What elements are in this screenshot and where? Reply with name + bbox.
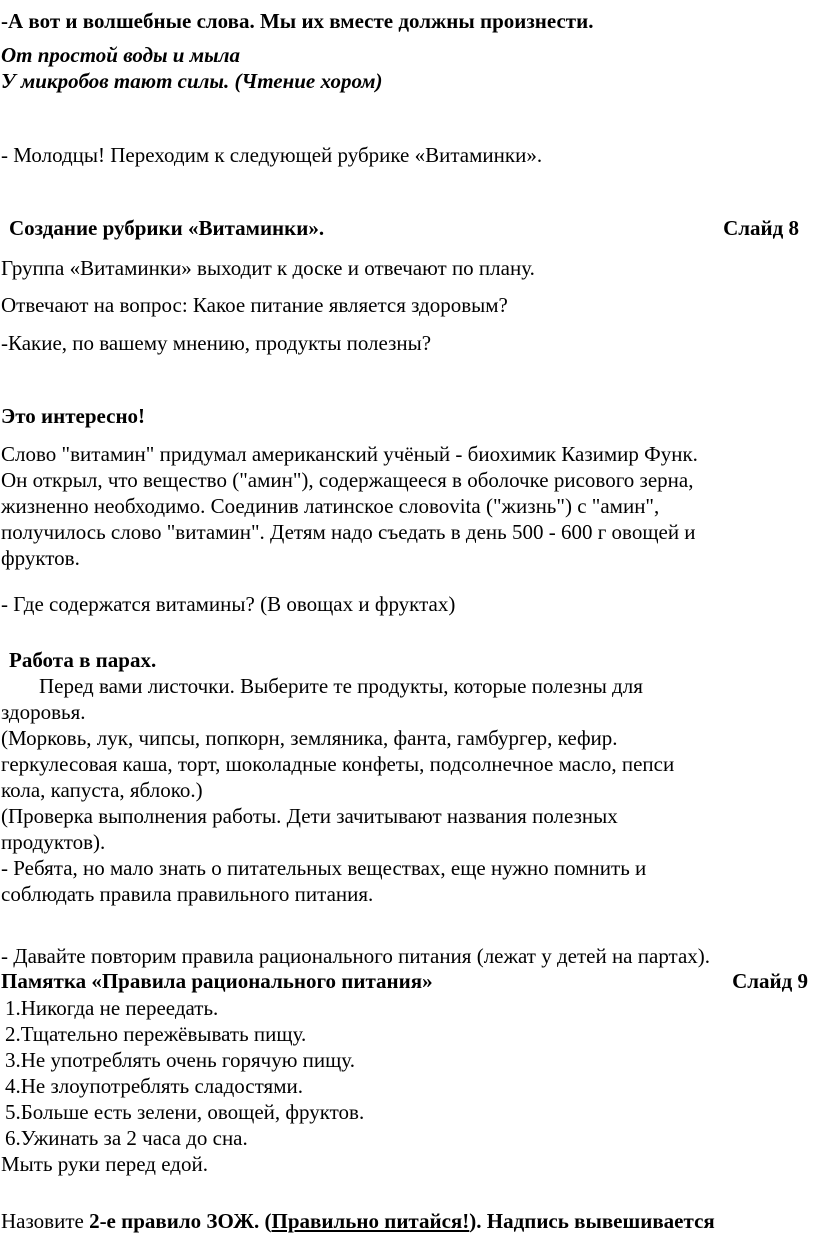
vitamin-paragraph: [1, 441, 806, 571]
rule-item: 6.Ужинать за 2 часа до сна.: [5, 1126, 248, 1150]
product-list-line: (Морковь, лук, чипсы, попкорн, земляника, фанта, гамбургер, кефир.: [1, 726, 618, 750]
zozh-rule-slogan: Правильно питайся!: [271, 1209, 470, 1233]
vitaminki-heading: Создание рубрики «Витаминки».: [9, 216, 325, 240]
rule-item: 1.Никогда не переедать.: [5, 996, 219, 1020]
check-line: (Проверка выполнения работы. Дети зачитывают названия полезных: [1, 804, 618, 828]
rhyme-line-2: У микробов тают силы. (Чтение хором): [1, 69, 383, 93]
where-vitamins-line: - Где содержатся витамины? (В овощах и фруктах): [1, 592, 456, 616]
interesting-heading: Это интересно!: [1, 404, 146, 428]
group-line: Группа «Витаминки» выходит к доске и отвечают по плану.: [1, 256, 535, 280]
rule-item: 4.Не злоупотреблять сладостями.: [5, 1074, 303, 1098]
check-line: продуктов).: [1, 830, 106, 854]
memo-heading-row: [1, 969, 808, 994]
vitamin-paragraph-line: Он открыл, что вещество ("амин"), содержащееся в оболочке рисового зерна,: [1, 468, 694, 492]
zozh-rule-intro: Назовите: [1, 1209, 90, 1233]
repeat-rules-line: - Давайте повторим правила рационального питания (лежат у детей на партах).: [1, 944, 711, 968]
well-done-line: - Молодцы! Переходим к следующей рубрике «Витаминки».: [1, 143, 543, 167]
product-list-line: кола, капуста, яблоко.): [1, 778, 203, 802]
rule-item: 2.Тщательно пережёвывать пищу.: [5, 1022, 307, 1046]
rule-item: 5.Больше есть зелени, овощей, фруктов.: [5, 1100, 365, 1124]
vitamin-paragraph-line: фруктов.: [1, 546, 80, 570]
products-question-line: -Какие, по вашему мнению, продукты полезны?: [1, 331, 432, 355]
pairs-line: Перед вами листочки. Выберите те продукты, которые полезны для: [39, 674, 643, 698]
kids-line: - Ребята, но мало знать о питательных веществах, еще нужно помнить и: [1, 856, 647, 880]
vitaminki-heading-row: [9, 216, 799, 241]
memo-heading: Памятка «Правила рационального питания»: [1, 969, 433, 993]
wash-hands-line: Мыть руки перед едой.: [1, 1152, 208, 1176]
vitamin-paragraph-line: жизненно необходимо. Соединив латинское словоvita ("жизнь") с "амин",: [1, 494, 660, 518]
pairs-block: [1, 673, 806, 907]
vitamin-paragraph-line: получилось слово "витамин". Детям надо съедать в день 500 - 600 г овощей и: [1, 520, 696, 544]
kids-line: соблюдать правила правильного питания.: [1, 882, 374, 906]
slide-8-label: Слайд 8: [723, 216, 799, 240]
zozh-rule-tail: ). Надпись вывешивается: [469, 1209, 715, 1233]
slide-9-label: Слайд 9: [732, 969, 808, 993]
rule-item: 3.Не употреблять очень горячую пищу.: [5, 1048, 355, 1072]
magic-words-line: -А вот и волшебные слова. Мы их вместе должны произнести.: [1, 9, 594, 33]
pairs-heading: Работа в парах.: [9, 648, 157, 672]
rhyme-line-1: От простой воды и мыла: [1, 43, 240, 67]
zozh-rule-number: 2-е правило ЗОЖ. (: [89, 1209, 272, 1233]
product-list-line: геркулесовая каша, торт, шоколадные конфеты, подсолнечное масло, пепси: [1, 752, 675, 776]
rules-list: [5, 995, 364, 1151]
pairs-line: здоровья.: [1, 700, 86, 724]
zozh-rule-line: [1, 1208, 715, 1234]
question-line: Отвечают на вопрос: Какое питание является здоровым?: [1, 293, 508, 317]
vitamin-paragraph-line: Слово "витамин" придумал американский учёный - биохимик Казимир Функ.: [1, 442, 698, 466]
